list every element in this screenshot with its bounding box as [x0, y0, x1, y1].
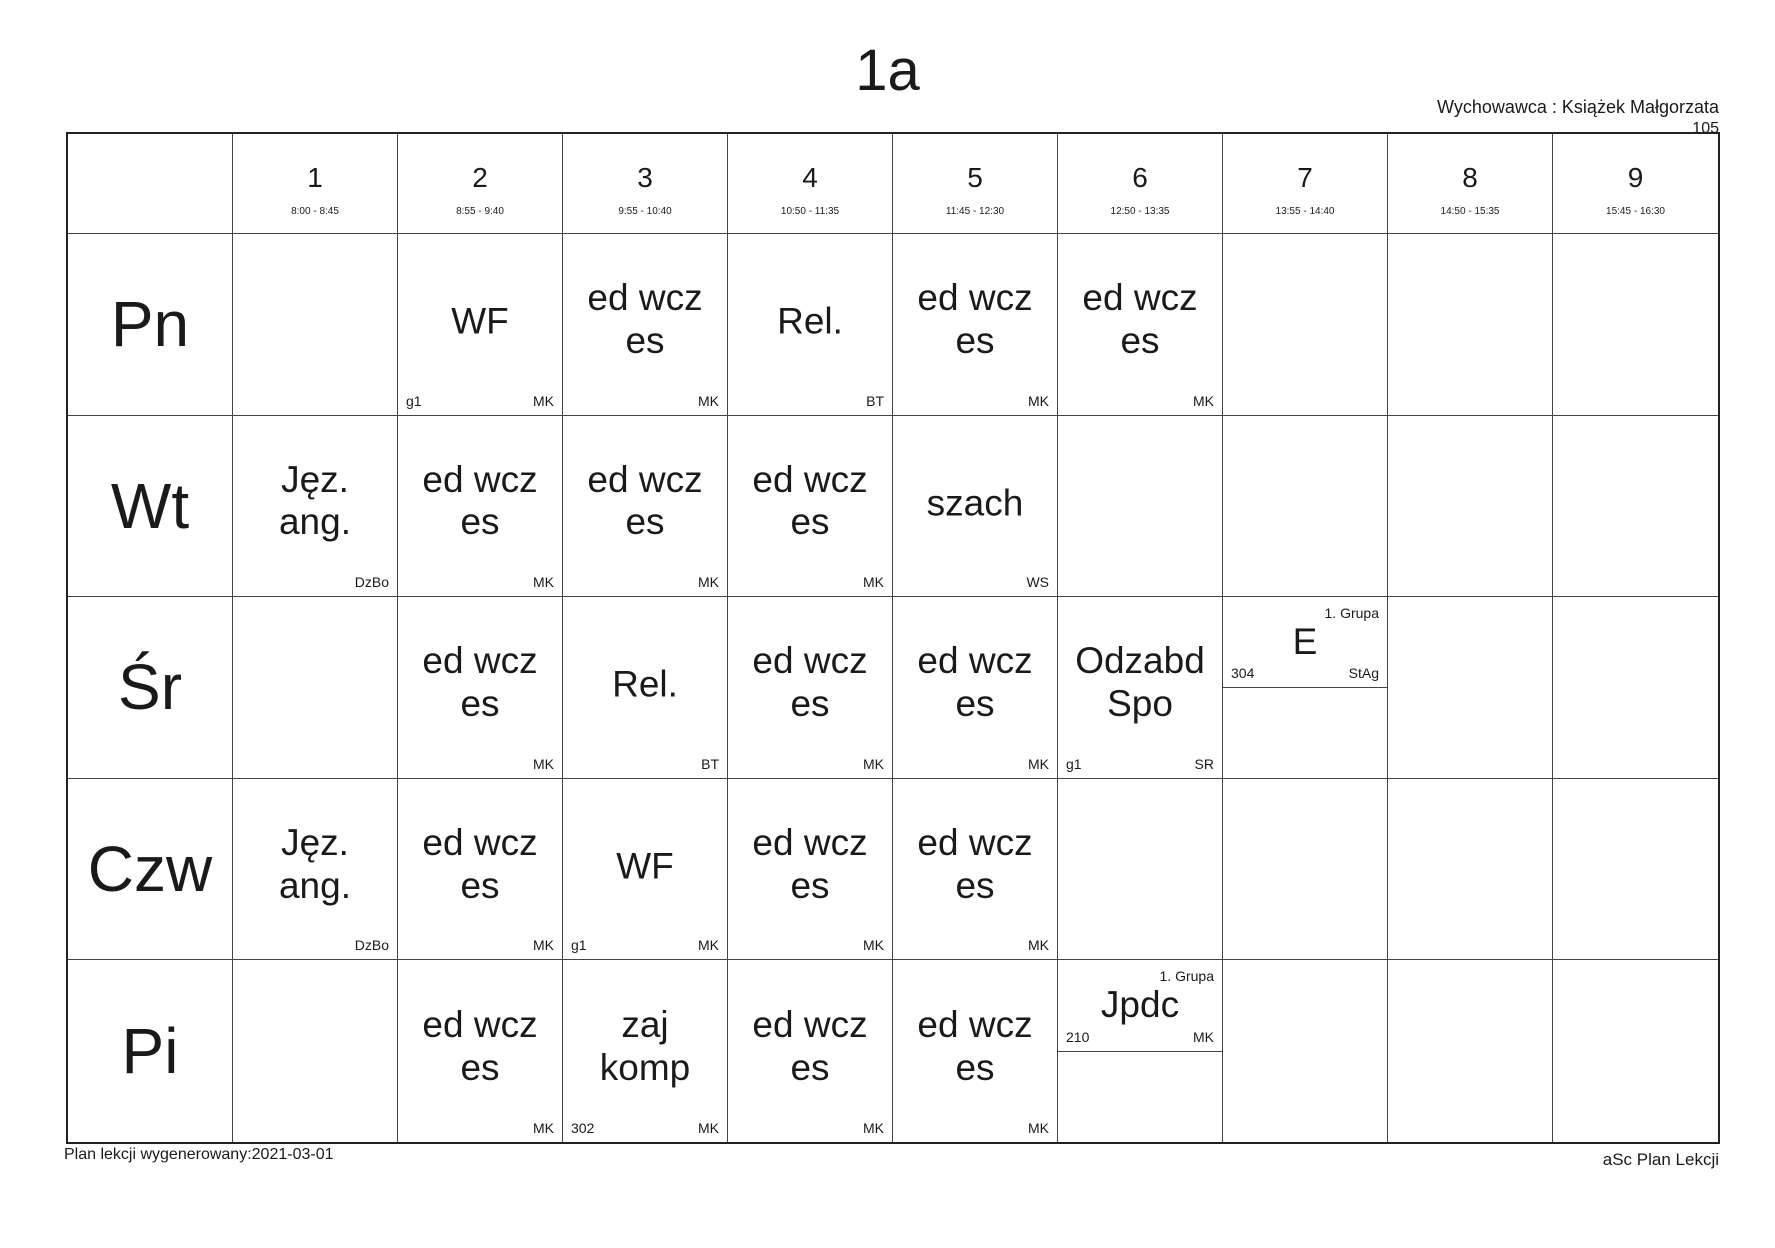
group-lesson[interactable] [1223, 597, 1387, 688]
empty-cell [1058, 416, 1223, 598]
lesson-subject: WF [451, 300, 509, 342]
lesson-teacher: StAg [1348, 665, 1379, 682]
period-number: 5 [967, 162, 983, 193]
lesson-subject: ed wcz es [422, 459, 538, 543]
empty-cell [1388, 779, 1553, 961]
period-header [1388, 134, 1553, 234]
group-label: 1. Grupa [1324, 605, 1379, 622]
generated-date: Plan lekcji wygenerowany:2021-03-01 [64, 1146, 334, 1163]
lesson-cell[interactable] [233, 416, 398, 598]
lesson-cell[interactable] [893, 234, 1058, 416]
lesson-teacher: WS [1026, 574, 1049, 591]
lesson-subject: ed wcz es [422, 640, 538, 725]
period-time: 8:55 - 9:40 [456, 206, 504, 217]
empty-cell [1058, 779, 1223, 961]
day-name: Śr [118, 651, 182, 724]
group-lesson[interactable] [1058, 960, 1222, 1052]
period-number: 1 [307, 162, 323, 193]
lesson-teacher: MK [698, 1120, 719, 1136]
timetable-grid [66, 132, 1720, 1144]
lesson-cell[interactable] [728, 234, 893, 416]
group-label: 1. Grupa [1159, 968, 1214, 985]
period-header [728, 134, 893, 234]
lesson-cell[interactable] [893, 597, 1058, 779]
lesson-teacher: BT [866, 392, 884, 409]
lesson-teacher: MK [698, 392, 719, 409]
empty-cell [1553, 960, 1718, 1142]
lesson-subject: Rel. [777, 300, 843, 342]
empty-cell [1553, 597, 1718, 779]
lesson-teacher: MK [1193, 1029, 1214, 1046]
lesson-cell[interactable] [563, 779, 728, 961]
empty-cell [1223, 779, 1388, 961]
day-label-cell [68, 960, 233, 1142]
lesson-cell[interactable] [893, 416, 1058, 598]
lesson-cell[interactable] [398, 234, 563, 416]
lesson-subject: szach [926, 482, 1024, 524]
period-number: 7 [1297, 162, 1313, 193]
empty-cell [233, 234, 398, 416]
period-header [1223, 134, 1388, 234]
empty-cell [233, 960, 398, 1142]
period-time: 10:50 - 11:35 [780, 206, 840, 217]
period-header [563, 134, 728, 234]
lesson-subject: Odzabd Spo [1075, 640, 1205, 725]
lesson-subject: ed wcz es [422, 1004, 538, 1088]
empty-cell [1223, 234, 1388, 416]
lesson-cell[interactable] [1058, 960, 1223, 1142]
period-header [893, 134, 1058, 234]
lesson-room: 210 [1066, 1029, 1090, 1046]
lesson-subject: ed wcz es [917, 277, 1033, 362]
lesson-teacher: MK [863, 937, 884, 954]
empty-cell [1388, 597, 1553, 779]
lesson-teacher: MK [863, 755, 884, 772]
empty-cell [1553, 416, 1718, 598]
lesson-subject: ed wcz es [752, 822, 868, 906]
lesson-teacher: MK [1028, 1120, 1049, 1136]
lesson-teacher: SR [1194, 755, 1214, 772]
lesson-subject: ed wcz es [1082, 277, 1198, 362]
period-time: 11:45 - 12:30 [945, 206, 1005, 217]
lesson-subject: E [1292, 621, 1318, 663]
page-title: 1a [855, 38, 920, 103]
period-number: 8 [1462, 162, 1478, 193]
lesson-teacher: MK [863, 574, 884, 591]
lesson-cell[interactable] [728, 960, 893, 1142]
class-teacher: Wychowawca : Książek Małgorzata [1437, 97, 1719, 117]
period-number: 4 [802, 162, 818, 193]
lesson-subject: zaj komp [599, 1004, 691, 1088]
lesson-subject: ed wcz es [422, 822, 538, 906]
period-time: 12:50 - 13:35 [1110, 206, 1170, 217]
lesson-cell[interactable] [398, 416, 563, 598]
day-label-cell [68, 597, 233, 779]
lesson-group: g1 [1066, 755, 1082, 772]
lesson-subject: Jęz. ang. [278, 459, 351, 543]
empty-cell [1223, 416, 1388, 598]
lesson-cell[interactable] [398, 597, 563, 779]
lesson-cell[interactable] [728, 416, 893, 598]
lesson-subject: ed wcz es [752, 640, 868, 725]
lesson-cell[interactable] [398, 960, 563, 1142]
lesson-teacher: DzBo [354, 574, 389, 591]
empty-cell [1553, 779, 1718, 961]
lesson-cell[interactable] [728, 779, 893, 961]
lesson-subject: ed wcz es [587, 277, 703, 362]
lesson-cell[interactable] [563, 416, 728, 598]
room-number: 105 [1692, 120, 1719, 137]
period-header [398, 134, 563, 234]
lesson-group: 302 [571, 1120, 595, 1136]
period-number: 3 [637, 162, 653, 193]
lesson-subject: Rel. [612, 664, 678, 706]
lesson-teacher: MK [533, 755, 554, 772]
period-number: 6 [1132, 162, 1148, 193]
lesson-cell[interactable] [398, 779, 563, 961]
lesson-room: 304 [1231, 665, 1255, 682]
lesson-subject: WF [616, 845, 674, 887]
empty-cell [233, 597, 398, 779]
lesson-subject: ed wcz es [752, 1004, 868, 1088]
period-header [1058, 134, 1223, 234]
period-header [1553, 134, 1718, 234]
empty-cell [1553, 234, 1718, 416]
lesson-teacher: MK [533, 1120, 554, 1136]
lesson-cell[interactable] [233, 779, 398, 961]
lesson-subject: ed wcz es [917, 1004, 1033, 1088]
lesson-subject: ed wcz es [587, 459, 703, 543]
period-header [233, 134, 398, 234]
lesson-teacher: MK [533, 937, 554, 954]
period-number: 2 [472, 162, 488, 193]
lesson-teacher: MK [698, 937, 719, 954]
lesson-teacher: MK [1028, 755, 1049, 772]
day-name: Czw [87, 833, 213, 906]
day-label-cell [68, 234, 233, 416]
day-name: Pi [121, 1015, 179, 1088]
lesson-subject: Jpdc [1100, 984, 1180, 1026]
period-number: 9 [1627, 162, 1644, 193]
lesson-teacher: MK [863, 1120, 884, 1136]
lesson-cell[interactable] [1058, 597, 1223, 779]
lesson-cell[interactable] [1223, 597, 1388, 779]
lesson-cell[interactable] [728, 597, 893, 779]
empty-cell [1223, 960, 1388, 1142]
lesson-cell[interactable] [563, 960, 728, 1142]
lesson-teacher: MK [698, 574, 719, 591]
app-credit: aSc Plan Lekcji [1602, 1150, 1719, 1169]
lesson-teacher: DzBo [354, 937, 389, 954]
lesson-teacher: MK [1028, 937, 1049, 954]
period-time: 15:45 - 16:30 [1606, 206, 1665, 217]
empty-cell [1388, 416, 1553, 598]
lesson-teacher: BT [701, 755, 719, 772]
lesson-cell[interactable] [1058, 234, 1223, 416]
lesson-subject: ed wcz es [917, 822, 1033, 906]
empty-cell [1388, 234, 1553, 416]
lesson-teacher: MK [1028, 392, 1049, 409]
lesson-cell[interactable] [893, 779, 1058, 961]
period-time: 14:50 - 15:35 [1440, 206, 1500, 217]
day-label-cell [68, 779, 233, 961]
corner-cell [68, 134, 233, 234]
lesson-cell[interactable] [563, 597, 728, 779]
lesson-teacher: MK [1193, 392, 1214, 409]
day-label-cell [68, 416, 233, 598]
lesson-teacher: MK [533, 574, 554, 591]
lesson-group: g1 [571, 937, 587, 954]
lesson-subject: Jęz. ang. [278, 822, 351, 906]
lesson-group: g1 [406, 392, 422, 409]
period-time: 13:55 - 14:40 [1275, 206, 1335, 217]
period-time: 8:00 - 8:45 [291, 206, 339, 217]
lesson-cell[interactable] [563, 234, 728, 416]
lesson-subject: ed wcz es [917, 640, 1033, 725]
day-name: Pn [110, 288, 190, 361]
day-name: Wt [110, 469, 190, 542]
period-time: 9:55 - 10:40 [618, 206, 672, 217]
lesson-cell[interactable] [893, 960, 1058, 1142]
lesson-subject: ed wcz es [752, 459, 868, 543]
lesson-teacher: MK [533, 392, 554, 409]
empty-cell [1388, 960, 1553, 1142]
